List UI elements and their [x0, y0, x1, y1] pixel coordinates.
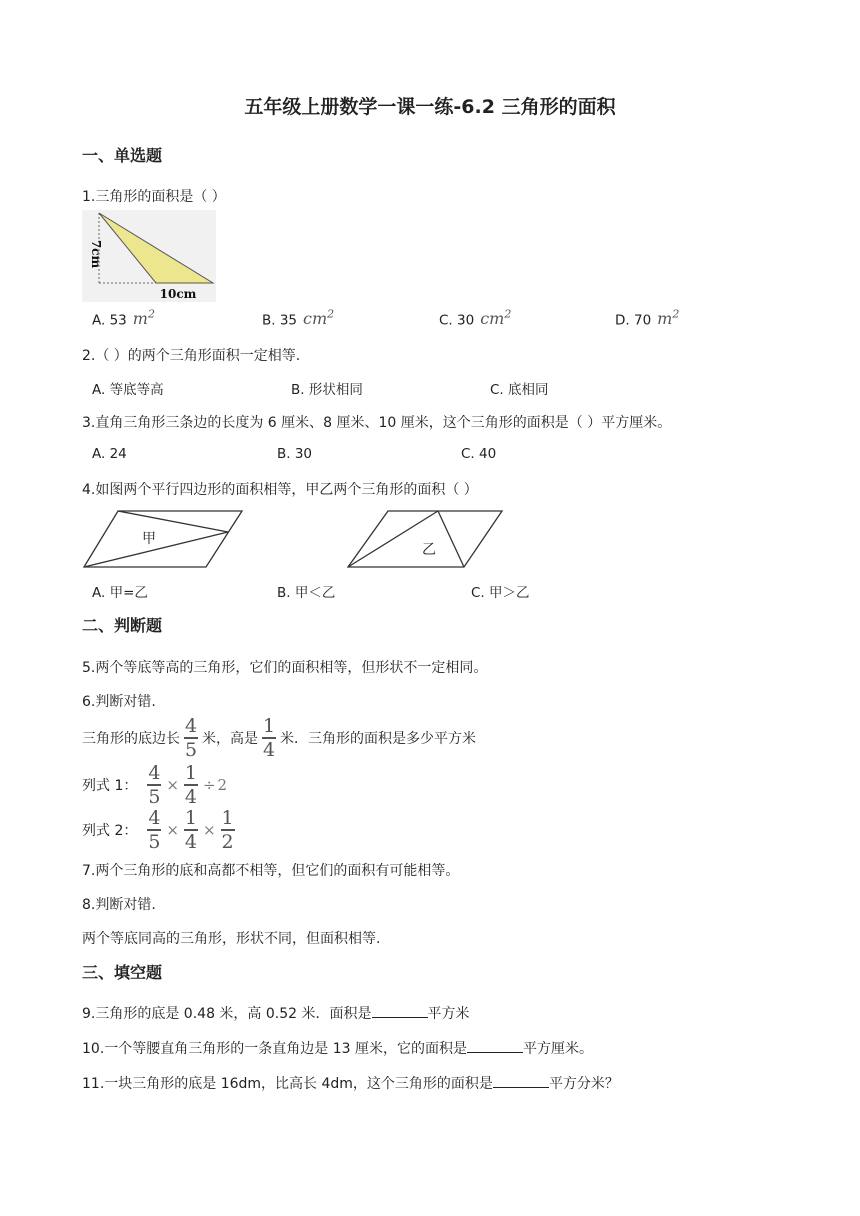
height-label: 7cm: [89, 239, 103, 269]
times-sign: ×: [166, 776, 179, 794]
fraction-one-half: $\frac{1}{2}$: [221, 807, 234, 853]
question-6-text: 6.判断对错.: [82, 694, 156, 710]
question-11-unit: 平方分米？: [548, 1076, 619, 1092]
q6-expression-2: [82, 808, 239, 852]
q8-statement: 两个等底同高的三角形，形状不同，但面积相等.: [82, 931, 381, 947]
question-9-text: 9.三角形的底是 0.48 米，高 0.52 米．面积是: [82, 1006, 372, 1022]
fraction-one-quarter: $\frac{1}{4}$: [184, 807, 197, 853]
question-9: [82, 1003, 470, 1023]
q6-statement: [82, 716, 476, 760]
question-5-text: 5.两个等底等高的三角形，它们的面积相等，但形状不一定相同。: [82, 660, 488, 676]
question-8-text: 8.判断对错.: [82, 897, 156, 913]
answer-blank[interactable]: [467, 1040, 523, 1053]
label-yi: 乙: [422, 542, 436, 558]
divide-sign: ÷: [202, 776, 216, 794]
diagonal-line: [84, 532, 228, 567]
q1-option-c[interactable]: [439, 308, 511, 328]
q2-option-a[interactable]: A. 等底等高: [92, 382, 164, 398]
q4-option-b[interactable]: B. 甲＜乙: [277, 585, 336, 601]
fraction-four-fifths: $\frac{4}{5}$: [184, 715, 198, 761]
section-heading-true-false: 二、判断题: [82, 616, 163, 635]
section-heading-fill-blank: 三、填空题: [82, 963, 163, 982]
question-9-unit: 平方米: [427, 1006, 470, 1022]
q1-option-b[interactable]: [262, 308, 334, 328]
divisor: 2: [217, 776, 228, 794]
question-11-text: 11.一块三角形的底是 16dm，比高长 4dm，这个三角形的面积是: [82, 1076, 493, 1092]
q4-parallelogram-yi: [346, 508, 506, 570]
section-heading-single-choice: 一、单选题: [82, 146, 163, 165]
page-title: 五年级上册数学一课一练-6.2 三角形的面积: [244, 96, 616, 118]
statement-text: 三角形的底边长: [82, 731, 180, 747]
statement-text: 米．三角形的面积是多少平方米: [280, 731, 476, 747]
question-4-text: 4.如图两个平行四边形的面积相等，甲乙两个三角形的面积（ ）: [82, 482, 478, 498]
question-10-unit: 平方厘米。: [522, 1041, 593, 1057]
q1-option-d[interactable]: [615, 308, 679, 328]
option-label: D. 70: [615, 312, 652, 329]
unit: $cm^2$: [480, 308, 512, 329]
q2-option-c[interactable]: C. 底相同: [490, 382, 549, 398]
times-sign: ×: [166, 821, 179, 839]
q3-option-c[interactable]: C. 40: [461, 446, 497, 462]
question-3-text: 3.直角三角形三条边的长度为 6 厘米、8 厘米、10 厘米，这个三角形的面积是（ ）平方厘米。: [82, 415, 672, 431]
expression-label: 列式 1：: [82, 778, 138, 794]
statement-text: 米，高是: [202, 731, 258, 747]
fraction-four-fifths: $\frac{4}{5}$: [148, 807, 161, 853]
times-sign: ×: [202, 821, 216, 839]
unit: $m^2$: [132, 308, 155, 329]
q2-option-b[interactable]: B. 形状相同: [291, 382, 363, 398]
question-2-text: 2.（ ）的两个三角形面积一定相等.: [82, 348, 301, 364]
question-7-text: 7.两个三角形的底和高都不相等，但它们的面积有可能相等。: [82, 863, 460, 879]
question-10: [82, 1038, 593, 1058]
expression-label: 列式 2：: [82, 823, 138, 839]
question-11: [82, 1073, 619, 1093]
fraction-four-fifths: $\frac{4}{5}$: [148, 762, 161, 808]
question-1-text: 1.三角形的面积是（ ）: [82, 189, 226, 205]
q1-triangle-figure: [82, 210, 216, 302]
q1-option-a[interactable]: [92, 308, 155, 328]
option-label: A. 53: [92, 312, 127, 329]
q4-option-c[interactable]: C. 甲＞乙: [471, 585, 530, 601]
unit: $cm^2$: [303, 308, 335, 329]
unit: $m^2$: [657, 308, 680, 329]
option-label: C. 30: [439, 312, 475, 329]
option-label: B. 35: [262, 312, 298, 329]
q4-parallelogram-jia: [82, 508, 246, 570]
q4-option-a[interactable]: A. 甲=乙: [92, 585, 148, 601]
diagonal-line: [118, 511, 228, 532]
fraction-one-quarter: $\frac{1}{4}$: [262, 715, 276, 761]
q6-expression-1: [82, 763, 228, 807]
triangle-side-line: [348, 511, 438, 567]
base-label: 10cm: [159, 287, 197, 301]
triangle-side-line: [438, 511, 464, 567]
q3-option-b[interactable]: B. 30: [277, 446, 313, 462]
question-10-text: 10.一个等腰直角三角形的一条直角边是 13 厘米，它的面积是: [82, 1041, 467, 1057]
answer-blank[interactable]: [372, 1005, 428, 1018]
label-jia: 甲: [142, 531, 156, 547]
q3-option-a[interactable]: A. 24: [92, 446, 127, 462]
answer-blank[interactable]: [493, 1075, 549, 1088]
fraction-one-quarter: $\frac{1}{4}$: [184, 762, 197, 808]
